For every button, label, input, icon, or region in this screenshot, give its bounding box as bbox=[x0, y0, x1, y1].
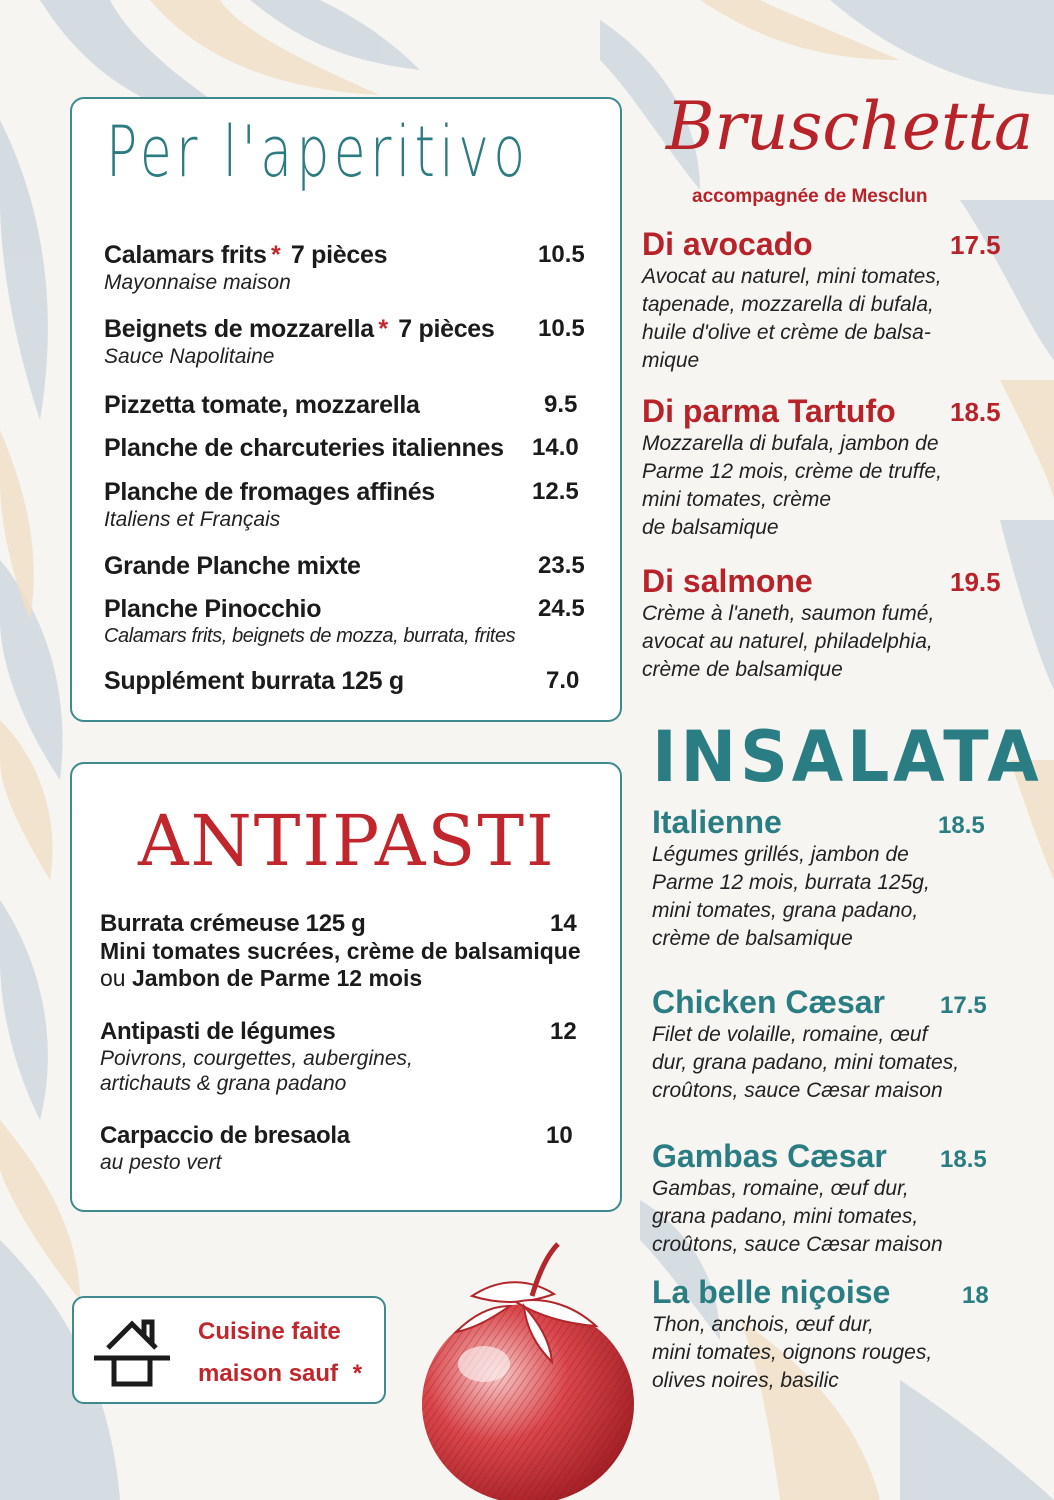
item-price: 12.5 bbox=[532, 478, 579, 505]
item-desc: Mayonnaise maison bbox=[104, 271, 291, 294]
menu-item bbox=[100, 910, 594, 992]
item-desc: croûtons, sauce Cæsar maison bbox=[652, 1079, 943, 1102]
menu-item bbox=[104, 241, 594, 295]
aperitivo-title: Per l'aperitivo bbox=[106, 111, 530, 193]
item-name: Planche de charcuteries italiennes bbox=[104, 434, 504, 462]
menu-item bbox=[642, 393, 1022, 542]
item-price: 18 bbox=[962, 1282, 989, 1309]
menu-item bbox=[104, 478, 594, 532]
menu-item bbox=[104, 667, 594, 696]
item-desc: mini tomates, grana padano, bbox=[652, 899, 919, 922]
menu-item bbox=[104, 434, 594, 463]
item-name: Antipasti de légumes bbox=[100, 1018, 336, 1045]
homemade-star: * bbox=[378, 315, 388, 343]
item-price: 24.5 bbox=[538, 595, 585, 622]
item-desc: crème de balsamique bbox=[642, 658, 843, 681]
item-desc: huile d'olive et crème de balsa- bbox=[642, 321, 931, 344]
item-desc: Filet de volaille, romaine, œuf bbox=[652, 1023, 928, 1046]
tomato-illustration bbox=[412, 1236, 652, 1500]
item-desc: olives noires, basilic bbox=[652, 1369, 839, 1392]
item-or: ou bbox=[100, 965, 126, 991]
homemade-star: * bbox=[271, 241, 281, 269]
item-name: Gambas Cæsar bbox=[652, 1138, 887, 1174]
item-name: Supplément burrata 125 g bbox=[104, 667, 404, 695]
menu-item bbox=[642, 226, 1022, 375]
menu-item bbox=[652, 1138, 1032, 1259]
item-name: Di parma Tartufo bbox=[642, 393, 896, 429]
item-price: 19.5 bbox=[950, 567, 1001, 597]
menu-item bbox=[652, 1274, 1032, 1395]
item-extra: 7 pièces bbox=[398, 315, 495, 343]
item-name: Italienne bbox=[652, 804, 782, 840]
antipasti-box bbox=[70, 762, 622, 1212]
item-name: Calamars frits bbox=[104, 241, 267, 269]
item-name: Beignets de mozzarella bbox=[104, 315, 374, 343]
item-desc: Gambas, romaine, œuf dur, bbox=[652, 1177, 909, 1200]
homemade-note bbox=[72, 1296, 386, 1404]
item-name: Planche Pinocchio bbox=[104, 595, 322, 623]
aperitivo-box bbox=[70, 97, 622, 722]
item-desc: de balsamique bbox=[642, 516, 779, 539]
insalata-title: INSALATA bbox=[652, 716, 1043, 798]
item-name: Grande Planche mixte bbox=[104, 552, 361, 580]
antipasti-title: ANTIPASTI bbox=[138, 800, 556, 882]
house-icon bbox=[86, 1312, 178, 1392]
item-desc: Thon, anchois, œuf dur, bbox=[652, 1313, 874, 1336]
item-desc: Poivrons, courgettes, aubergines, bbox=[100, 1047, 413, 1070]
menu-item bbox=[104, 552, 594, 581]
item-name: Di salmone bbox=[642, 563, 813, 599]
item-extra: 7 pièces bbox=[290, 241, 388, 269]
item-price: 17.5 bbox=[950, 230, 1001, 260]
item-desc: mique bbox=[642, 349, 700, 372]
bruschetta-title: Bruschetta bbox=[666, 88, 1034, 165]
item-desc: Mini tomates sucrées, crème de balsamique bbox=[100, 938, 581, 964]
item-desc: Mozzarella di bufala, jambon de bbox=[642, 432, 939, 455]
item-name: Carpaccio de bresaola bbox=[100, 1122, 350, 1149]
item-price: 18.5 bbox=[940, 1146, 987, 1173]
bruschetta-subtitle: accompagnée de Mesclun bbox=[692, 186, 928, 207]
item-desc: grana padano, mini tomates, bbox=[652, 1205, 919, 1228]
item-desc: tapenade, mozzarella di bufala, bbox=[642, 293, 934, 316]
item-price: 17.5 bbox=[940, 992, 987, 1019]
menu-item bbox=[100, 1122, 594, 1175]
item-desc: Parme 12 mois, crème de truffe, bbox=[642, 460, 942, 483]
menu-item bbox=[100, 1018, 594, 1096]
item-price: 12 bbox=[550, 1018, 577, 1045]
item-price: 10 bbox=[546, 1122, 573, 1149]
item-price: 9.5 bbox=[544, 391, 578, 418]
item-name: Burrata crémeuse 125 g bbox=[100, 910, 366, 937]
menu-item bbox=[104, 391, 594, 420]
menu-item bbox=[104, 595, 594, 648]
item-desc: artichauts & grana padano bbox=[100, 1072, 347, 1095]
homemade-star: * bbox=[352, 1360, 363, 1387]
item-desc: Calamars frits, beignets de mozza, burrata, frites bbox=[104, 625, 516, 647]
menu-item bbox=[104, 315, 594, 369]
item-price: 18.5 bbox=[938, 812, 985, 839]
item-name: Chicken Cæsar bbox=[652, 984, 885, 1020]
item-desc: Sauce Napolitaine bbox=[104, 345, 275, 368]
item-name: Planche de fromages affinés bbox=[104, 478, 435, 506]
item-price: 14 bbox=[550, 910, 577, 937]
item-desc: Jambon de Parme 12 mois bbox=[131, 965, 423, 991]
item-price: 18.5 bbox=[950, 397, 1001, 427]
item-desc: au pesto vert bbox=[100, 1151, 222, 1174]
item-desc: Parme 12 mois, burrata 125g, bbox=[652, 871, 930, 894]
item-price: 10.5 bbox=[538, 315, 585, 342]
item-desc: crème de balsamique bbox=[652, 927, 853, 950]
menu-item bbox=[642, 563, 1022, 684]
item-desc: mini tomates, oignons rouges, bbox=[652, 1341, 933, 1364]
item-price: 7.0 bbox=[546, 667, 580, 694]
item-name: Pizzetta tomate, mozzarella bbox=[104, 391, 420, 419]
item-desc: Italiens et Français bbox=[104, 508, 281, 531]
item-name: Di avocado bbox=[642, 226, 813, 262]
menu-item bbox=[652, 804, 1032, 953]
menu-item bbox=[652, 984, 1032, 1105]
item-desc: Crème à l'aneth, saumon fumé, bbox=[642, 602, 935, 625]
item-desc: Avocat au naturel, mini tomates, bbox=[642, 265, 942, 288]
item-desc: mini tomates, crème bbox=[642, 488, 832, 511]
item-price: 14.0 bbox=[532, 434, 579, 461]
note-line-1: Cuisine faite bbox=[198, 1318, 341, 1345]
note-line-2: maison sauf bbox=[198, 1360, 339, 1387]
item-desc: dur, grana padano, mini tomates, bbox=[652, 1051, 960, 1074]
item-name: La belle niçoise bbox=[652, 1274, 891, 1310]
item-desc: croûtons, sauce Cæsar maison bbox=[652, 1233, 943, 1256]
item-desc: avocat au naturel, philadelphia, bbox=[642, 630, 933, 653]
item-price: 23.5 bbox=[538, 552, 585, 579]
item-desc: Légumes grillés, jambon de bbox=[652, 843, 909, 866]
item-price: 10.5 bbox=[538, 241, 585, 268]
